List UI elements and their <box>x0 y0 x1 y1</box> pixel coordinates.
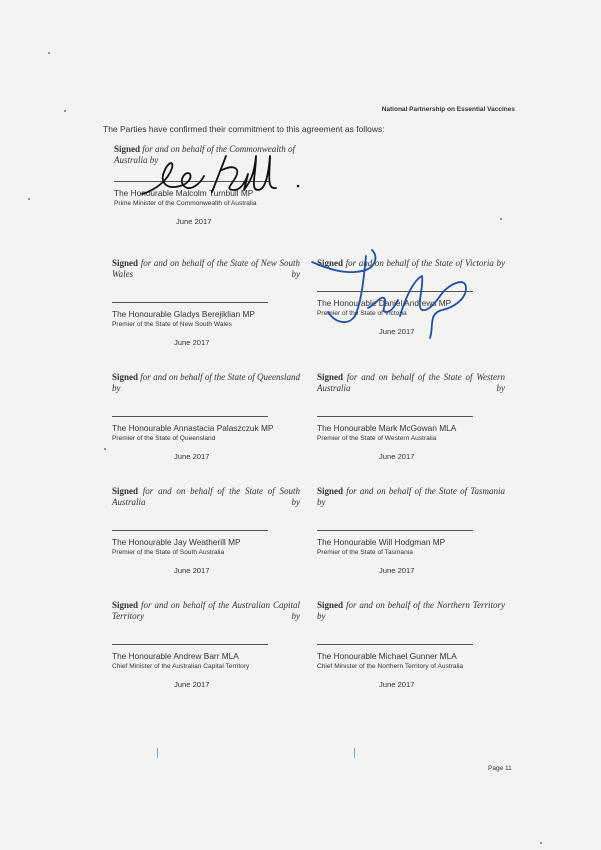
scan-speck <box>48 52 50 54</box>
signature-line <box>317 291 473 292</box>
intro-text: The Parties have confirmed their commitment to this agreement as follows: <box>103 124 385 134</box>
signed-statement <box>317 372 505 394</box>
scan-mark <box>354 748 355 758</box>
signed-label: Signed <box>114 144 141 154</box>
signatory-name: The Honourable Andrew Barr MLA <box>112 651 239 661</box>
signed-label: Signed <box>317 258 344 268</box>
behalf-text: for and on behalf of the State of South Australia by <box>112 486 300 507</box>
signed-statement <box>112 372 300 394</box>
behalf-text: for and on behalf of the State of Tasmania by <box>317 486 506 507</box>
document-header: National Partnership on Essential Vaccines <box>381 106 515 113</box>
signed-label: Signed <box>317 486 344 496</box>
signing-date: June 2017 <box>174 680 210 689</box>
signed-statement <box>317 258 505 269</box>
signing-date: June 2017 <box>379 327 415 336</box>
signatory-name: The Honourable Will Hodgman MP <box>317 537 446 547</box>
signature-line <box>112 416 268 417</box>
signatory-title: Premier of the State of Victoria <box>317 310 407 317</box>
behalf-text: for and on behalf of the State of Western Australia by <box>317 372 506 393</box>
signed-label: Signed <box>112 486 139 496</box>
signing-date: June 2017 <box>379 452 415 461</box>
signed-statement <box>114 144 304 166</box>
signatory-title: Chief Minister of the Northern Territory of Australia <box>317 663 464 670</box>
signature-block-nsw <box>112 258 300 347</box>
signature-line <box>112 530 268 531</box>
signature-block-qld <box>112 372 300 461</box>
signed-label: Signed <box>112 600 139 610</box>
signed-statement <box>317 600 505 622</box>
scan-speck <box>28 198 30 200</box>
page-number: Page 11 <box>488 765 512 772</box>
scan-mark <box>157 748 158 758</box>
behalf-text: for and on behalf of the Commonwealth of Australia by <box>114 144 296 165</box>
scan-speck <box>104 448 106 450</box>
signatory-title: Prime Minister of the Commonwealth of Australia <box>114 200 257 207</box>
signatory-title: Premier of the State of Queensland <box>112 435 216 442</box>
scan-speck <box>64 110 66 112</box>
behalf-text: for and on behalf of the State of Queensland by <box>112 372 301 393</box>
signature-block-tas <box>317 486 505 575</box>
signature-line <box>317 530 473 531</box>
signatory-name: The Honourable Malcolm Turnbull MP <box>114 188 254 198</box>
scan-speck <box>500 218 502 220</box>
signature-block-commonwealth <box>114 144 302 226</box>
signature-line <box>317 644 473 645</box>
signatory-name: The Honourable Michael Gunner MLA <box>317 651 457 661</box>
signatory-name: The Honourable Mark McGowan MLA <box>317 423 457 433</box>
signed-label: Signed <box>317 600 344 610</box>
signed-statement <box>112 258 300 280</box>
signing-date: June 2017 <box>174 338 210 347</box>
behalf-text: for and on behalf of the Australian Capital Territory by <box>112 600 301 621</box>
signed-label: Signed <box>112 372 139 382</box>
signing-date: June 2017 <box>176 217 212 226</box>
signatory-name: The Honourable Gladys Berejiklian MP <box>112 309 255 319</box>
signed-label: Signed <box>112 258 139 268</box>
signatory-title: Premier of the State of Tasmania <box>317 549 413 556</box>
scan-speck <box>540 842 542 844</box>
signatory-title: Premier of the State of New South Wales <box>112 321 232 328</box>
signed-statement <box>112 600 300 622</box>
signature-line <box>317 416 473 417</box>
behalf-text: for and on behalf of the Northern Territory by <box>317 600 505 621</box>
signatory-title: Premier of the State of South Australia <box>112 549 225 556</box>
behalf-text: for and on behalf of the State of New South Wales by <box>112 258 300 279</box>
signing-date: June 2017 <box>379 680 415 689</box>
signature-line <box>112 644 268 645</box>
signature-block-sa <box>112 486 300 575</box>
signatory-title: Premier of the State of Western Australia <box>317 435 437 442</box>
signatory-name: The Honourable Daniel Andrews MP <box>317 298 452 308</box>
signature-line <box>114 181 270 182</box>
signature-block-wa <box>317 372 505 461</box>
behalf-text: for and on behalf of the State of Victoria by <box>345 258 505 268</box>
signature-block-vic <box>317 258 505 336</box>
signature-block-act <box>112 600 300 689</box>
signed-statement <box>112 486 300 508</box>
signature-block-nt <box>317 600 505 689</box>
signing-date: June 2017 <box>174 452 210 461</box>
signed-label: Signed <box>317 372 344 382</box>
signing-date: June 2017 <box>379 566 415 575</box>
signatory-name: The Honourable Annastacia Palaszczuk MP <box>112 423 274 433</box>
signature-line <box>112 302 268 303</box>
signing-date: June 2017 <box>174 566 210 575</box>
signed-statement <box>317 486 505 508</box>
signatory-name: The Honourable Jay Weatherill MP <box>112 537 241 547</box>
signatory-title: Chief Minister of the Australian Capital Territory <box>112 663 250 670</box>
